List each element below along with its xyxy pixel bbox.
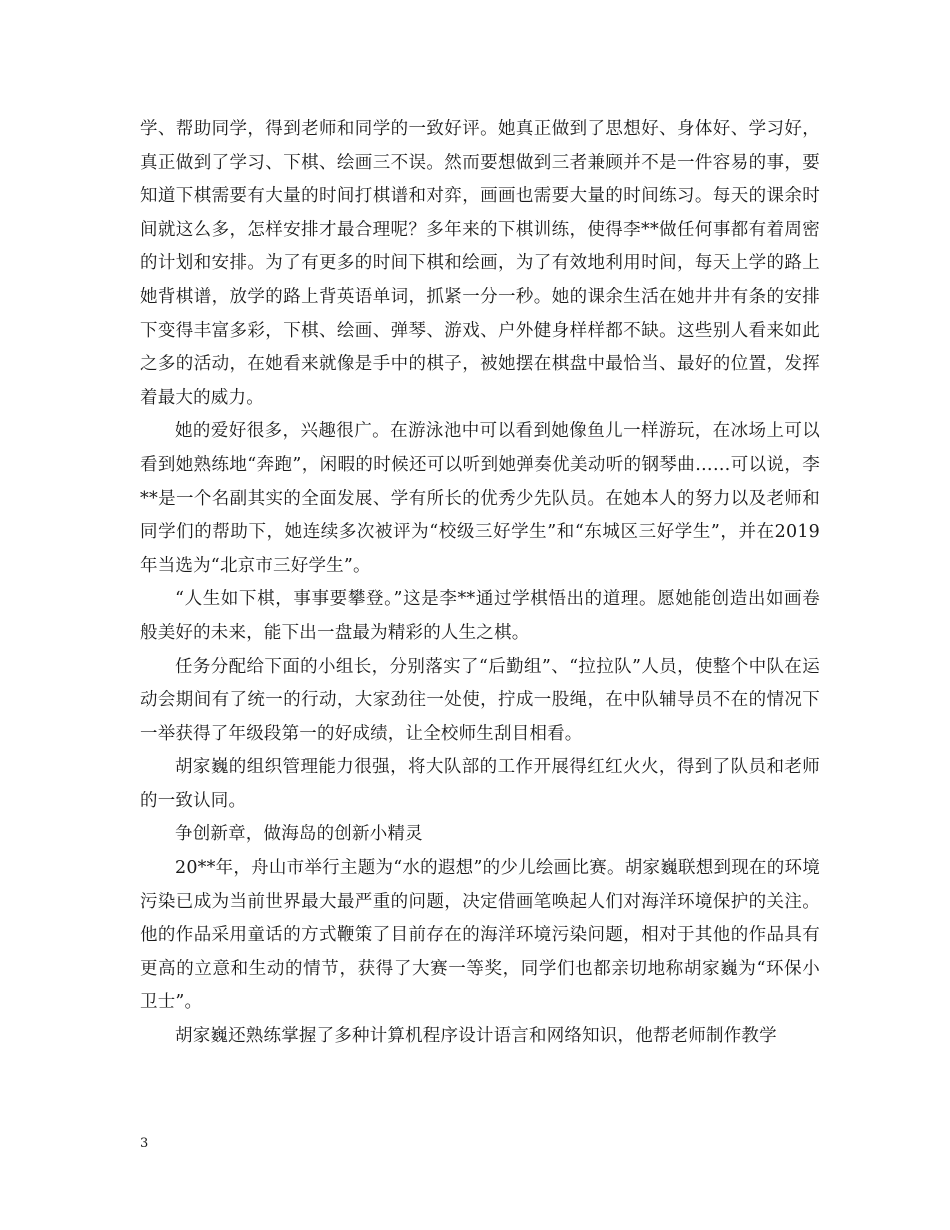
section-heading: 争创新章，做海岛的创新小精灵 [175,824,423,845]
document-body [140,113,820,1054]
page-number: 3 [140,1136,149,1151]
paragraph: 任务分配给下面的小组长，分别落实了“后勤组”、“拉拉队”人员，使整个中队在运动会期间有了统一的行动，大家劲往一处使，拧成一股绳，在中队辅导员不在的情况下一举获得了年级段第一的好成绩，让全校师生刮目相看。 [140,656,820,744]
paragraph: 胡家巍还熟练掌握了多种计算机程序设计语言和网络知识，他帮老师制作教学 [175,1026,777,1047]
paragraph: 学、帮助同学，得到老师和同学的一致好评。她真正做到了思想好、身体好、学习好，真正做到了学习、下棋、绘画三不误。然而要想做到三者兼顾并不是一件容易的事，要知道下棋需要有大量的时间打棋谱和对弈，画画也需要大量的时间练习。每天的课余时间就这么多，怎样安排才最合理呢？多年来的下棋训练，使得李**做任何事都有着周密的计划和安排。为了有更多的时间下棋和绘画，为了有效地利用时间，每天上学的路上她背棋谱，放学的路上背英语单词，抓紧一分一秒。她的课余生活在她井井有条的安排下变得丰富多彩，下棋、绘画、弹琴、游戏、户外健身样样都不缺。这些别人看来如此之多的活动，在她看来就像是手中的棋子，被她摆在棋盘中最恰当、最好的位置，发挥着最大的威力。 [140,119,820,408]
paragraph: 她的爱好很多，兴趣很广。在游泳池中可以看到她像鱼儿一样游玩，在冰场上可以看到她熟练地“奔跑”，闲暇的时候还可以听到她弹奏优美动听的钢琴曲……可以说，李**是一个名副其实的全面发展、学有所长的优秀少先队员。在她本人的努力以及老师和同学们的帮助下，她连续多次被评为“校级三好学生”和“东城区三好学生”，并在2019年当选为“北京市三好学生”。 [140,421,820,576]
paragraph: 20**年，舟山市举行主题为“水的遐想”的少儿绘画比赛。胡家巍联想到现在的环境污染已成为当前世界最大最严重的问题，决定借画笔唤起人们对海洋环境保护的关注。他的作品采用童话的方式鞭策了目前存在的海洋环境污染问题，相对于其他的作品具有更高的立意和生动的情节，获得了大赛一等奖，同学们也都亲切地称胡家巍为“环保小卫士”。 [140,858,820,1013]
paragraph: 胡家巍的组织管理能力很强，将大队部的工作开展得红红火火，得到了队员和老师的一致认同。 [140,757,820,811]
paragraph: “人生如下棋，事事要攀登。”这是李**通过学棋悟出的道理。愿她能创造出如画卷般美好的未来，能下出一盘最为精彩的人生之棋。 [140,589,820,643]
